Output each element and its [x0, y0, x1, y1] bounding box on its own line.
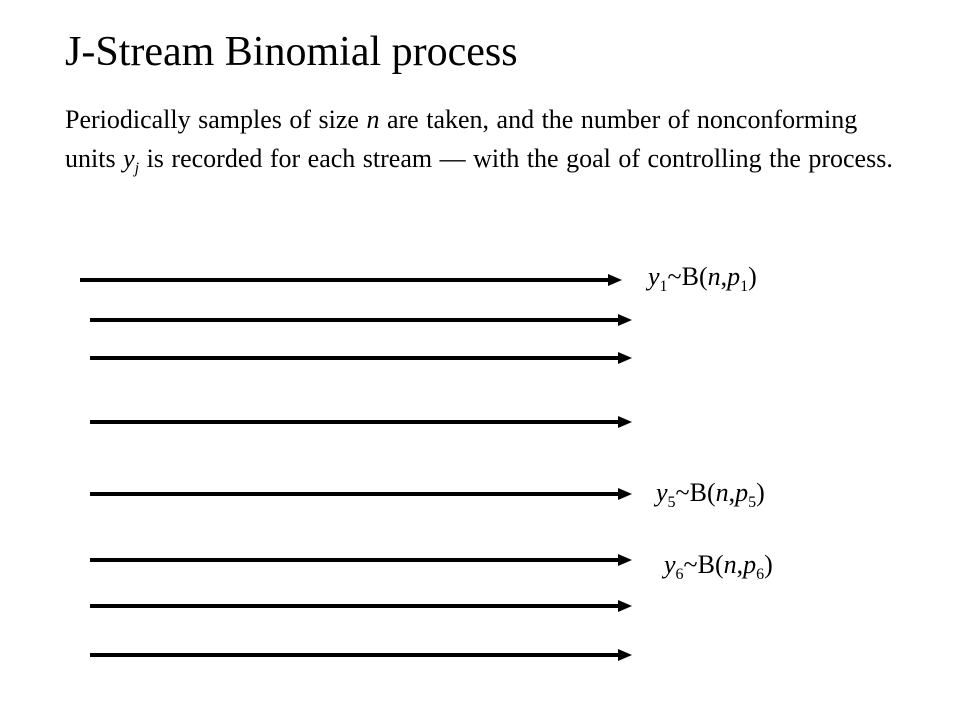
stream-6-label-sub: 6: [675, 566, 684, 583]
stream-1-label-psub: 1: [740, 278, 749, 295]
body-text-part-1: Periodically samples of size: [65, 105, 367, 134]
stream-arrowhead-8: [618, 649, 632, 661]
stream-arrowhead-4: [618, 416, 632, 428]
stream-1-label-close: ): [748, 262, 757, 291]
stream-6-label-comma: ,: [736, 550, 744, 579]
stream-1-label-dist: ~B(: [667, 262, 708, 291]
stream-arrowhead-3: [618, 352, 632, 364]
stream-6-label-n: n: [723, 550, 737, 579]
stream-5-label-y: y: [656, 478, 668, 507]
stream-1-label: [648, 260, 757, 294]
stream-5-label: [656, 476, 765, 510]
slide-title: J-Stream Binomial process: [65, 29, 518, 75]
stream-arrows: [80, 274, 632, 661]
body-text-part-3: is recorded for each stream — with the goal of controlling the process.: [139, 144, 893, 173]
stream-arrowhead-6: [618, 554, 632, 566]
stream-arrowhead-1: [608, 274, 622, 286]
stream-6-label-y: y: [664, 550, 676, 579]
stream-5-label-comma: ,: [728, 478, 736, 507]
body-var-y: y: [123, 144, 135, 173]
stream-arrow-3: [90, 352, 632, 364]
stream-5-label-psub: 5: [748, 494, 757, 511]
stream-5-label-p: p: [735, 478, 749, 507]
stream-5-label-close: ): [756, 478, 765, 507]
stream-arrowhead-5: [618, 488, 632, 500]
stream-1-label-y: y: [648, 262, 660, 291]
stream-arrow-4: [90, 416, 632, 428]
stream-5-label-sub: 5: [667, 494, 676, 511]
stream-6-label-p: p: [743, 550, 757, 579]
stream-arrow-2: [90, 314, 632, 326]
stream-1-label-p: p: [727, 262, 741, 291]
stream-arrow-1: [80, 274, 622, 286]
body-text-part-2: are taken, and the number of nonconforming units: [65, 105, 858, 173]
stream-arrow-8: [90, 649, 632, 661]
stream-5-label-dist: ~B(: [675, 478, 716, 507]
stream-6-label-psub: 6: [756, 566, 765, 583]
body-var-n: n: [366, 105, 380, 134]
stream-arrowhead-2: [618, 314, 632, 326]
stream-1-label-comma: ,: [720, 262, 728, 291]
body-subscript-j: j: [134, 160, 140, 177]
stream-1-label-n: n: [707, 262, 721, 291]
stream-arrow-7: [90, 600, 632, 612]
stream-6-label: [664, 548, 773, 582]
stream-arrow-5: [90, 488, 632, 500]
stream-6-label-close: ): [764, 550, 773, 579]
stream-1-label-sub: 1: [659, 278, 668, 295]
stream-6-label-dist: ~B(: [683, 550, 724, 579]
stream-arrowhead-7: [618, 600, 632, 612]
stream-arrow-6: [90, 554, 632, 566]
stream-5-label-n: n: [715, 478, 729, 507]
